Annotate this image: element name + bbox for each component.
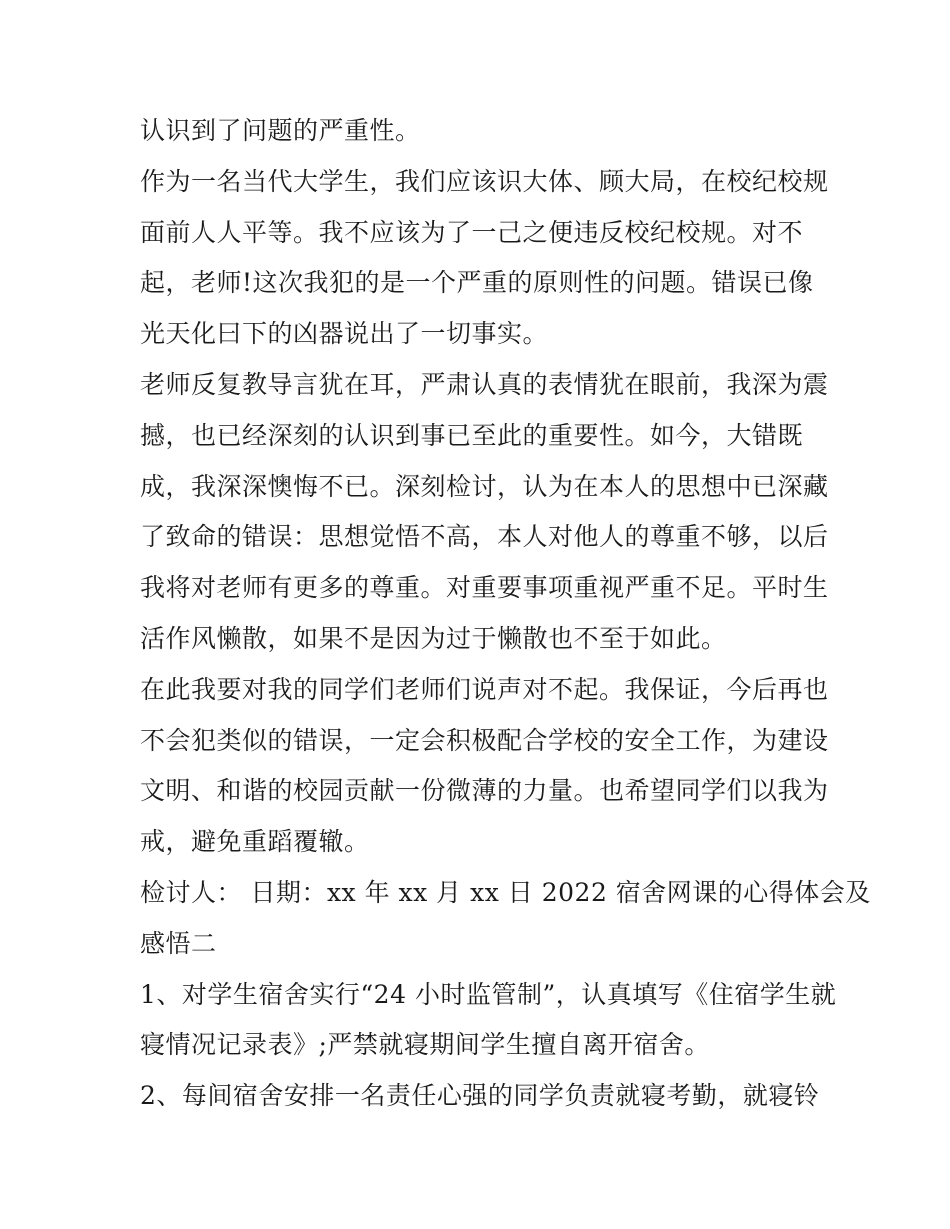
text-line-8: 成，我深深懊悔不已。深刻检讨，认为在本人的思想中已深藏 [140, 471, 829, 501]
text-line-5: 光天化曰下的凶器说出了一切事实。 [140, 319, 549, 349]
text-line-15: 戒，避免重蹈覆辙。 [140, 827, 370, 857]
text-line-4: 起，老师!这次我犯的是一个严重的原则性的问题。错误已像 [140, 268, 814, 298]
text-line-6: 老师反复教导言犹在耳，严肃认真的表情犹在眼前，我深为震 [140, 369, 829, 399]
text-line-11: 活作风懒散，如果不是因为过于懒散也不至于如此。 [140, 623, 727, 653]
text-line-14: 文明、和谐的校园贡献一份微薄的力量。也希望同学们以我为 [140, 776, 829, 806]
text-line-7: 撼，也已经深刻的认识到事已至此的重要性。如今，大错既 [140, 420, 804, 450]
text-line-1: 认识到了问题的严重性。 [140, 116, 421, 145]
text-line-2: 作为一名当代大学生，我们应该识大体、顾大局，在校纪校规 [140, 166, 829, 196]
text-line-9: 了致命的错误：思想觉悟不高，本人对他人的尊重不够，以后 [140, 522, 829, 552]
text-line-17: 感悟二 [140, 928, 217, 958]
text-line-20: 2、每间宿舍安排一名责任心强的同学负责就寝考勤，就寝铃 [140, 1081, 820, 1111]
text-line-12: 在此我要对我的同学们老师们说声对不起。我保证，今后再也 [140, 674, 829, 704]
text-line-13: 不会犯类似的错误，一定会积极配合学校的安全工作，为建设 [140, 725, 829, 755]
text-line-18: 1、对学生宿舍实行“24 小时监管制”，认真填写《住宿学生就 [140, 979, 837, 1009]
text-line-19: 寝情况记录表》;严禁就寝期间学生擅自离开宿舍。 [140, 1030, 710, 1060]
text-line-3: 面前人人平等。我不应该为了一己之便违反校纪校规。对不 [140, 217, 804, 247]
text-line-10: 我将对老师有更多的尊重。对重要事项重视严重不足。平时生 [140, 573, 829, 603]
text-line-16: 检讨人： 日期：xx 年 xx 月 xx 日 2022 宿舍网课的心得体会及 [140, 877, 871, 907]
document-body [140, 106, 871, 1122]
